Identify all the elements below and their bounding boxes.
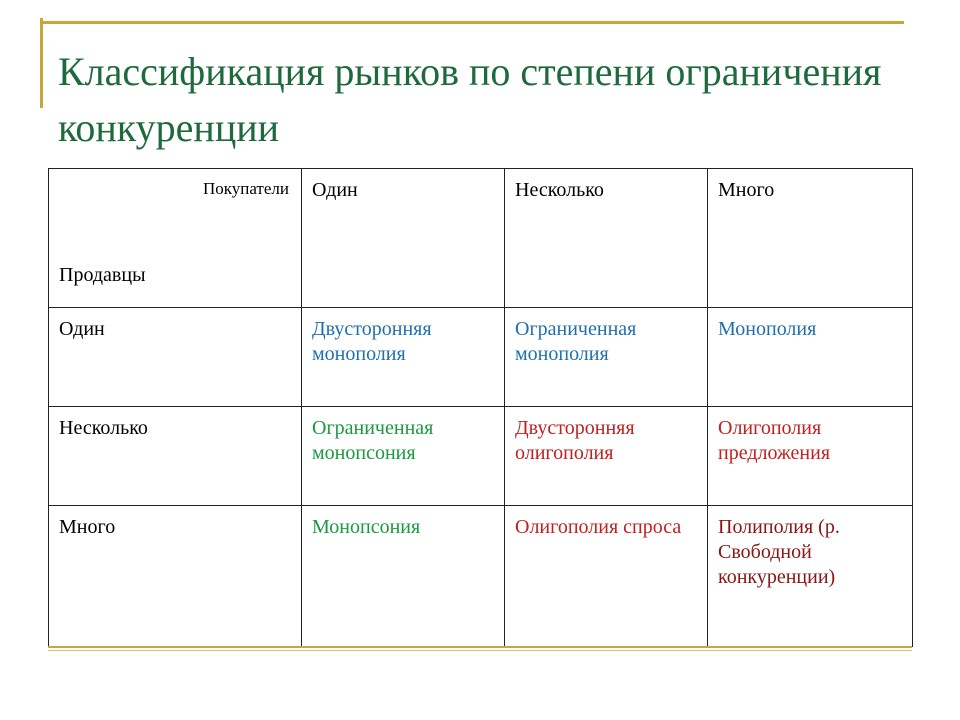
table-row [49, 506, 913, 647]
slide-title: Классификация рынков по степени ограничения конкуренции [58, 49, 882, 150]
table-cell: Олигополия предложения [708, 407, 913, 506]
table-cell: Монополия [708, 308, 913, 407]
table-row [49, 407, 913, 506]
corner-cell [49, 169, 302, 308]
table-cell: Двусторонняя монополия [302, 308, 505, 407]
table-row [49, 308, 913, 407]
table-cell: Ограниченная монопсония [302, 407, 505, 506]
market-classification-table [48, 168, 913, 647]
column-header-several: Несколько [505, 169, 708, 308]
row-header-several: Несколько [49, 407, 302, 506]
row-header-one: Один [49, 308, 302, 407]
table-cell: Олигополия спроса [505, 506, 708, 647]
table-cell: Ограниченная монополия [505, 308, 708, 407]
column-header-one: Один [302, 169, 505, 308]
table-cell: Монопсония [302, 506, 505, 647]
bottom-accent-line-thin [48, 650, 912, 651]
bottom-accent-line [48, 646, 912, 648]
table-header-row [49, 169, 913, 308]
top-accent-line [40, 21, 904, 24]
table-cell: Двусторонняя олигополия [505, 407, 708, 506]
table-cell: Полиполия (р. Свободной конкуренции) [708, 506, 913, 647]
left-accent-line [40, 18, 43, 108]
column-header-many: Много [708, 169, 913, 308]
row-header-many: Много [49, 506, 302, 647]
buyers-axis-label: Покупатели [202, 179, 289, 198]
sellers-axis-label: Продавцы [59, 264, 146, 286]
